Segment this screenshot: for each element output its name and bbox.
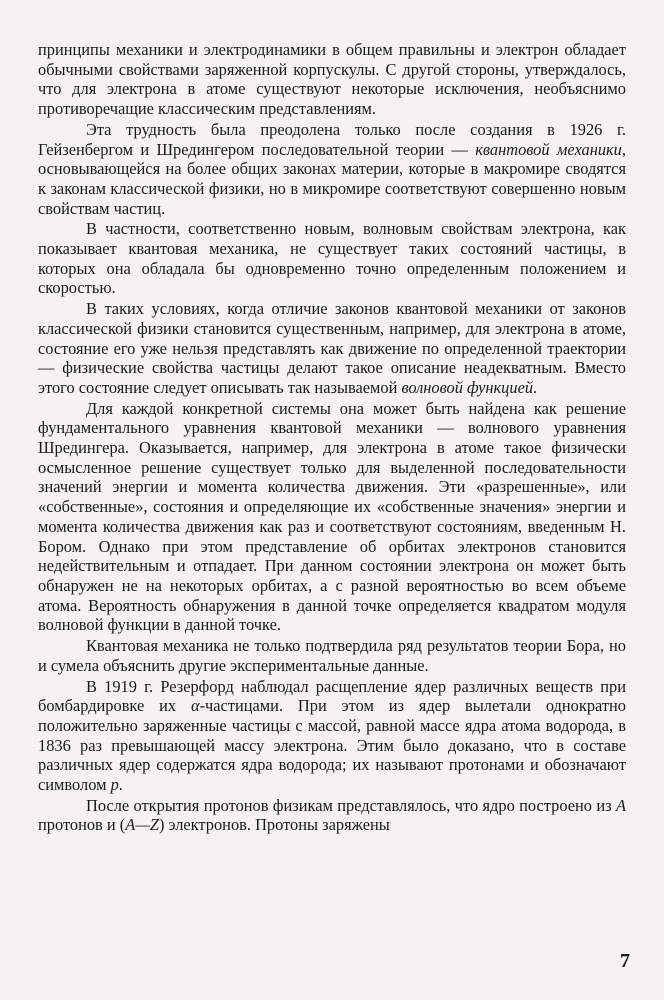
text-run: ) электронов. Протоны заряжены xyxy=(158,815,390,835)
page-number: 7 xyxy=(620,950,630,972)
text-run: -частицами. При этом из ядер вылетали однократно положительно заряженные частицы с массой, равной массе ядра атома водорода, в 1836 раз превышающей массу электрона. Этим было доказано, что в составе различных ядер содержатся ядра водорода; их называют протонами и обозначают символом xyxy=(38,696,626,795)
italic-text-run: α xyxy=(190,696,200,716)
text-run: В таких условиях, когда отличие законов квантовой механики от законов классической физики становится существенным, например, для электрона в атоме, состояние его уже нельзя представлять как движение по определенной траектории — физические свойства частицы делают такое описание неадекватным. Вместо этого состояние следует описывать так называемой xyxy=(38,299,626,397)
text-run: В 1919 г. Резерфорд наблюдал расщепление ядер различных веществ при бомбардировке их xyxy=(38,676,626,716)
text-run: . xyxy=(533,377,538,397)
text-run: , основывающейся на более общих законах материи, которые в макромире сводятся к законам классической физики, но в микромире соответствуют совершенно новым свойствам частиц. xyxy=(38,139,626,218)
italic-text-run: A xyxy=(615,795,626,815)
paragraph xyxy=(38,796,626,835)
text-run: протонов и ( xyxy=(38,815,126,835)
paragraph xyxy=(38,677,626,795)
italic-text-run: p xyxy=(110,775,119,795)
paragraph xyxy=(38,399,626,635)
body-text xyxy=(38,40,626,835)
text-run: . xyxy=(118,775,123,795)
text-run: Для каждой конкретной системы она может быть найдена как решение фундаментального уравнения квантовой механики — волнового уравнения Шредингера. Оказывается, например, для электрона в атоме такое физически осмысленное решение существует только для выделенной последовательности значений энергии и момента количества движения. Эти «разрешенные», или «собственные», состояния и определяющие их «собственные значения» энергии и момента количества движения как раз и соответствуют состояниям, введенным Н. Бором. Однако при этом представление об орбитах электронов становится недействительным и отпадает. При данном состоянии электрона он может быть обнаружен не на некоторых орбитах, а с разной вероятностью во всем объеме атома. Вероятность обнаружения в данной точке определяется квадратом модуля волновой функции в данной точке. xyxy=(38,398,626,635)
text-run: принципы механики и электродинамики в общем правильны и электрон обладает обычными свойствами заряженной корпускулы. С другой стороны, утверждалось, что для электрона в атоме существуют некоторые исключения, необъяснимо противоречащие классическим представлениям. xyxy=(38,40,626,119)
paragraph xyxy=(38,299,626,398)
text-run: После открытия протонов физикам представлялось, что ядро построено из xyxy=(86,795,616,815)
italic-text-run: волновой функцией xyxy=(401,377,534,397)
italic-text-run: квантовой механики xyxy=(475,139,622,159)
paragraph xyxy=(38,120,626,219)
text-run: Эта трудность была преодолена только после создания в 1926 г. Гейзенбергом и Шредингером последовательной теории — xyxy=(38,119,626,159)
text-run: В частности, соответственно новым, волновым свойствам электрона, как показывает квантовая механика, не существует таких состояний частицы, в которых она обладала бы одновременно точно определенным положением и скоростью. xyxy=(38,219,626,298)
paragraph xyxy=(38,219,626,298)
italic-text-run: A—Z xyxy=(125,815,159,835)
text-run: Квантовая механика не только подтвердила ряд результатов теории Бора, но и сумела объяснить другие экспериментальные данные. xyxy=(38,636,626,675)
paragraph xyxy=(38,40,626,119)
paragraph xyxy=(38,636,626,675)
